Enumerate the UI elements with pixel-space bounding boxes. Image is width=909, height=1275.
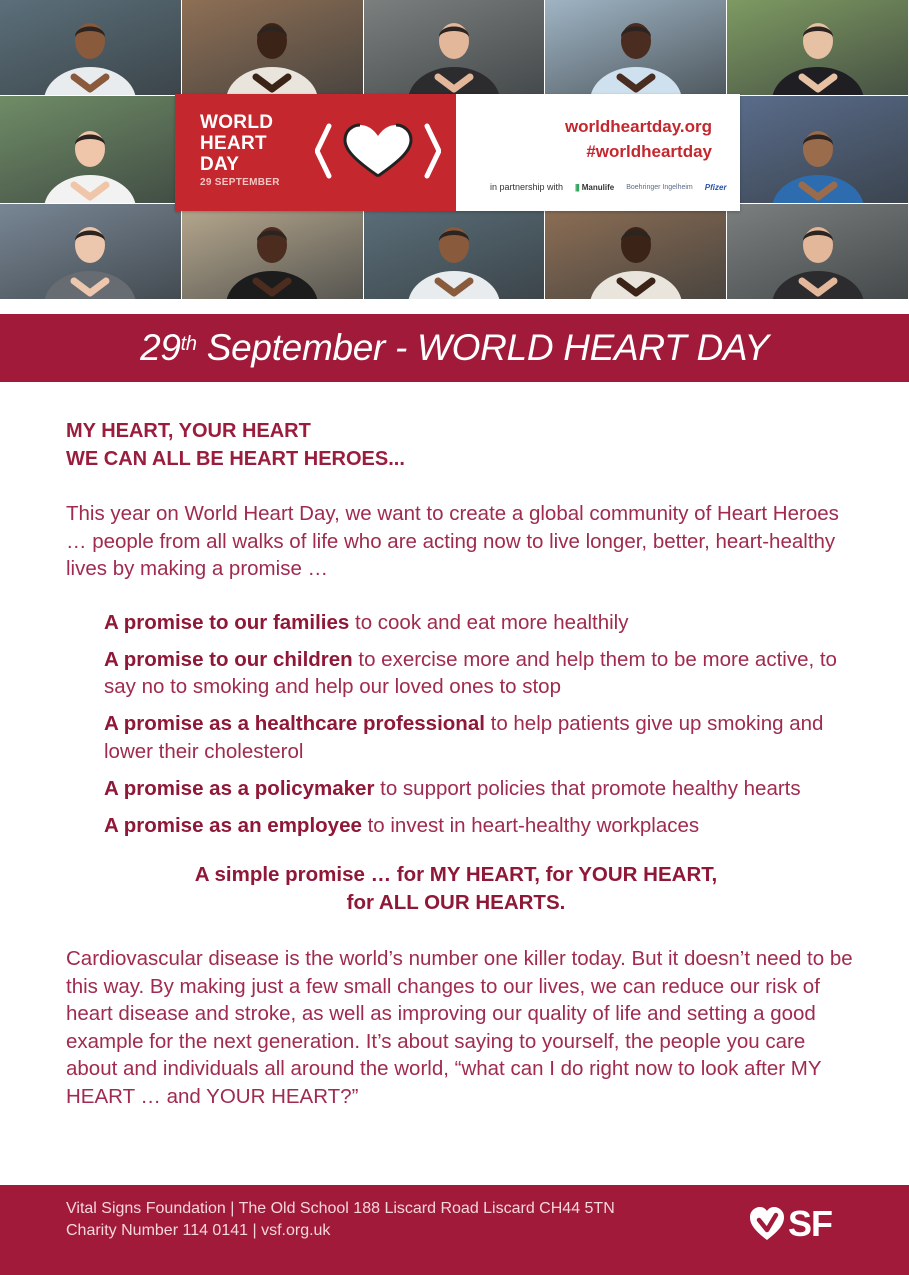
collage-photo: [182, 204, 364, 300]
promise-item: [104, 812, 856, 840]
simple-promise-line-1: A simple promise … for MY HEART, for YOUR HEART,: [194, 863, 718, 886]
partner-label: in partnership with: [490, 182, 564, 192]
collage-photo: [545, 0, 727, 96]
world-heart-day-logo-panel: [175, 94, 456, 211]
person-photo-icon: [758, 113, 878, 204]
website-url[interactable]: [565, 114, 712, 164]
website-link[interactable]: worldheartday.org: [564, 117, 712, 136]
vsf-logo: [748, 1199, 832, 1249]
promise-item: [104, 646, 856, 701]
pfizer-logo: Pfizer: [704, 182, 727, 192]
world-heart-day-info-panel: [456, 94, 740, 211]
world-heart-day-title: WORLD HEART DAY: [200, 112, 274, 175]
collage-photo: [364, 0, 546, 96]
person-photo-icon: [758, 5, 878, 96]
promise-lead: A promise as an employee: [104, 813, 362, 837]
person-photo-icon: [30, 113, 150, 204]
headline-line-1: MY HEART, YOUR HEART: [66, 420, 311, 442]
person-photo-icon: [576, 209, 696, 300]
promise-lead: A promise to our families: [104, 610, 350, 634]
title-day-suffix: th: [180, 332, 197, 355]
heart-logo-icon: [315, 116, 441, 186]
footer: [0, 1185, 909, 1275]
collage-photo: [0, 96, 182, 204]
promise-lead: A promise to our children: [104, 647, 353, 671]
collage-photo: [182, 0, 364, 96]
person-photo-icon: [576, 5, 696, 96]
collage-photo: [0, 0, 182, 96]
person-photo-icon: [212, 209, 332, 300]
collage-photo: [0, 204, 182, 300]
promise-lead: A promise as a healthcare professional: [104, 712, 485, 735]
promise-item: [104, 609, 856, 637]
simple-promise-line-2: for ALL OUR HEARTS.: [346, 890, 566, 914]
promise-text: to help patients give up smoking and lower their cholesterol: [104, 712, 824, 763]
promise-item: [104, 710, 856, 765]
promise-lead: A promise as a policymaker: [104, 776, 375, 800]
page-title-bar: [0, 314, 909, 382]
collage-photo: [727, 204, 909, 300]
footer-charity-info: Charity Number 114 0141 | vsf.org.uk: [66, 1222, 331, 1239]
promise-text: to support policies that promote healthy hearts: [374, 776, 801, 800]
promise-list: [66, 609, 856, 840]
title-day: 29: [140, 327, 181, 368]
person-photo-icon: [30, 209, 150, 300]
promise-text: to exercise more and help them to be more active, to say no to smoking and help our loved ones to stop: [104, 647, 837, 698]
person-photo-icon: [394, 209, 514, 300]
person-photo-icon: [758, 209, 878, 300]
closing-paragraph: Cardiovascular disease is the world’s number one killer today. But it doesn’t need to be this way. By making just a few small changes to our lives, we can reduce our risk of heart disease and stroke, as well as improving our quality of life and setting a good example for the next generation. It’s about saying to yourself, the people you care about and individuals all around the world, “what can I do right now to look after MY HEART … and YOUR HEART?”: [66, 947, 853, 1108]
promise-item: [104, 775, 856, 803]
boehringer-logo: Boehringer Ingelheim: [626, 183, 693, 191]
headline-line-2: WE CAN ALL BE HEART HEROES...: [66, 448, 405, 470]
partners-row: [490, 182, 727, 192]
person-photo-icon: [212, 5, 332, 96]
footer-address: Vital Signs Foundation | The Old School 188 Liscard Road Liscard CH44 5TN: [66, 1200, 615, 1217]
headline: [66, 417, 856, 473]
heart-icon: [748, 1206, 786, 1242]
main-content: [66, 417, 856, 1110]
collage-photo: [727, 0, 909, 96]
hashtag: #worldheartday: [586, 142, 712, 161]
collage-photo: [364, 204, 546, 300]
page-title: September - WORLD HEART DAY: [206, 327, 769, 368]
person-photo-icon: [394, 5, 514, 96]
world-heart-day-banner: [175, 94, 740, 211]
person-photo-icon: [30, 5, 150, 96]
vsf-logo-text: SF: [788, 1203, 833, 1244]
promise-text: to cook and eat more healthily: [349, 610, 629, 634]
world-heart-day-date: 29 SEPTEMBER: [200, 177, 280, 188]
collage-photo: [545, 204, 727, 300]
manulife-logo: ||| Manulife: [575, 183, 614, 192]
promise-text: to invest in heart-healthy workplaces: [361, 813, 700, 837]
simple-promise: [66, 861, 856, 916]
intro-paragraph: This year on World Heart Day, we want to create a global community of Heart Heroes … people from all walks of life who are acting now to live longer, better, heart-healthy lives by making a promise …: [66, 502, 839, 580]
collage-photo: [727, 96, 909, 204]
